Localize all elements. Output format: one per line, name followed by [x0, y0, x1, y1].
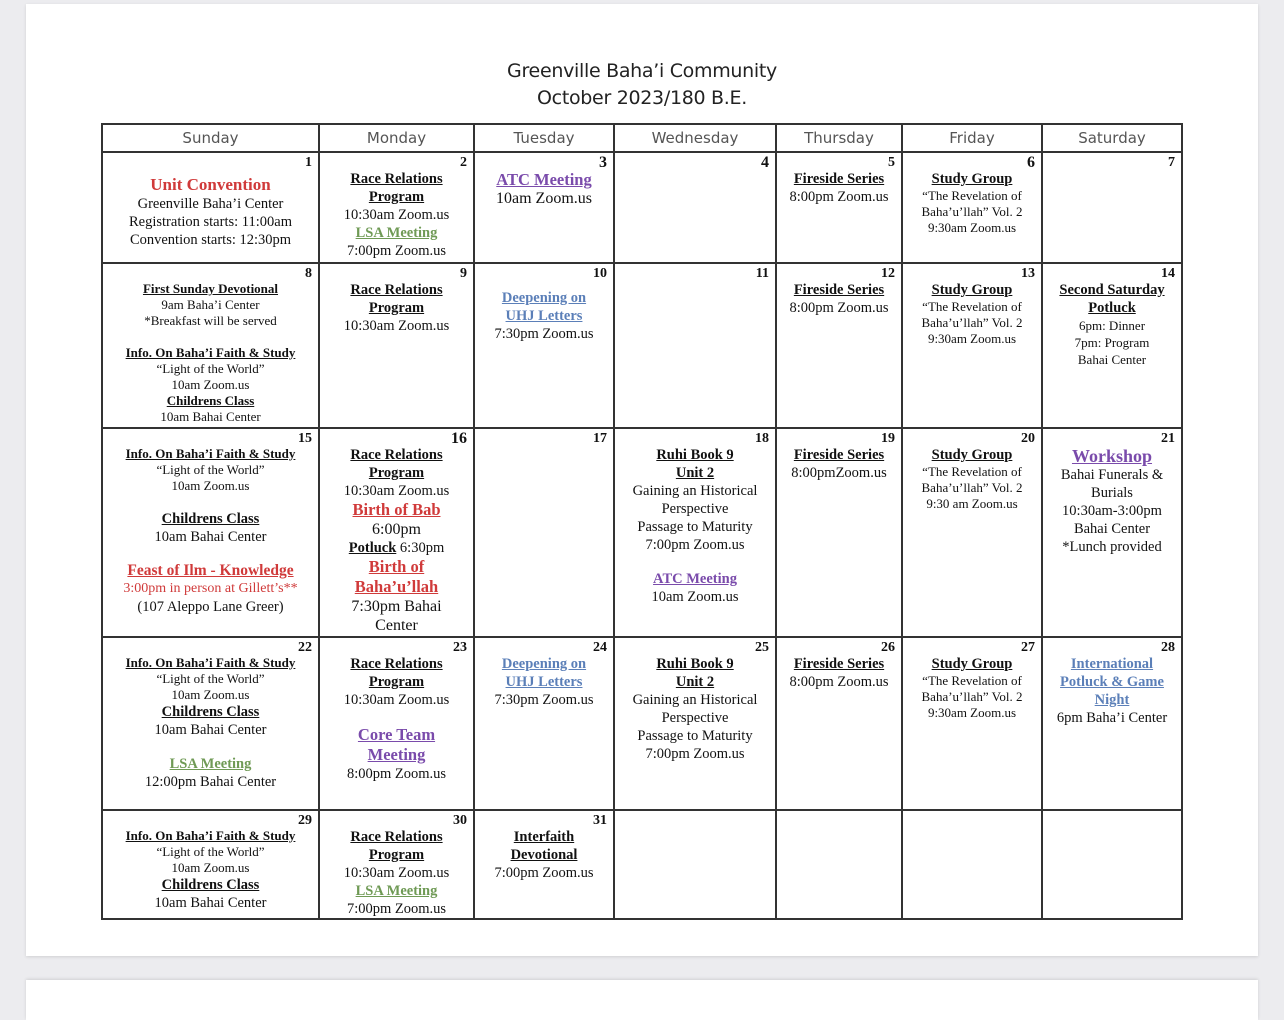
event-detail: “Light of the World”	[156, 361, 265, 376]
event-detail: 9:30am Zoom.us	[927, 220, 1017, 235]
event-detail: 10am Zoom.us	[171, 478, 250, 493]
day-number: 13	[1021, 266, 1035, 281]
event-title-lsa-meeting: LSA Meeting	[355, 883, 438, 899]
day-cell-13	[902, 263, 1042, 428]
event-detail: 10:30am Zoom.us	[343, 207, 450, 223]
day-cell-7	[1042, 152, 1182, 263]
event-title-cont: Meeting	[367, 745, 426, 764]
event-title-cont: Program	[368, 674, 425, 690]
day-cell-21	[1042, 428, 1182, 637]
day-cell-17	[474, 428, 614, 637]
event-title-cont: Unit 2	[675, 674, 715, 690]
day-number: 29	[298, 813, 312, 828]
event-title-cont: UHJ Letters	[505, 308, 583, 324]
day-number: 14	[1161, 266, 1175, 281]
event-title-deepening-uhj: Deepening on	[501, 290, 587, 306]
day-number: 21	[1161, 431, 1175, 446]
day-cell-31	[474, 810, 614, 919]
week-row-3	[102, 428, 1182, 637]
event-title-study-group: Study Group	[931, 447, 1013, 463]
day-number: 11	[755, 266, 769, 281]
event-detail: 10am Zoom.us	[651, 589, 739, 605]
event-title-childrens-class: Childrens Class	[161, 511, 260, 527]
day-cell-6	[902, 152, 1042, 263]
event-detail: Greenville Baha’i Center	[137, 196, 284, 212]
event-detail: Baha’u’llah” Vol. 2	[921, 315, 1023, 330]
event-detail: (107 Aleppo Lane Greer)	[137, 599, 284, 615]
weekday-monday: Monday	[319, 124, 474, 152]
day-number: 18	[755, 431, 769, 446]
event-title-cont: Potluck & Game	[1060, 674, 1164, 690]
event-title-unit-convention: Unit Convention	[150, 175, 271, 194]
event-detail: 10:30am Zoom.us	[343, 483, 450, 499]
event-title-international-potluck: International	[1070, 656, 1154, 672]
weekday-friday: Friday	[902, 124, 1042, 152]
event-title-race-relations: Race Relations	[350, 656, 443, 672]
weekday-saturday: Saturday	[1042, 124, 1182, 152]
event-title-lsa-meeting: LSA Meeting	[169, 756, 252, 772]
event-title-study-group: Study Group	[931, 282, 1013, 298]
event-detail: Convention starts: 12:30pm	[129, 232, 292, 248]
event-title-race-relations: Race Relations	[350, 171, 443, 187]
day-cell-4	[614, 152, 776, 263]
weekday-sunday: Sunday	[102, 124, 319, 152]
page-title: Greenville Baha’i Community	[507, 60, 777, 82]
weekday-header-row	[102, 124, 1182, 152]
event-detail: Baha’u’llah” Vol. 2	[921, 480, 1023, 495]
event-title-fireside-series: Fireside Series	[793, 171, 885, 187]
event-title-ruhi-book-9: Ruhi Book 9	[656, 447, 734, 463]
event-title-study-group: Study Group	[931, 171, 1013, 187]
day-cell-29	[102, 810, 319, 919]
day-number: 4	[761, 154, 769, 171]
event-detail: Baha’u’llah” Vol. 2	[921, 689, 1023, 704]
week-row-5	[102, 810, 1182, 919]
event-title-ruhi-book-9: Ruhi Book 9	[656, 656, 734, 672]
day-number: 8	[305, 266, 312, 281]
day-cell-12	[776, 263, 902, 428]
event-detail: “The Revelation of	[922, 464, 1022, 479]
day-number: 27	[1021, 640, 1035, 655]
event-detail: 9:30am Zoom.us	[927, 331, 1017, 346]
event-detail: 7:00pm Zoom.us	[494, 865, 594, 881]
event-detail: 12:00pm Bahai Center	[144, 774, 277, 790]
event-detail: “Light of the World”	[156, 671, 265, 686]
event-detail: Passage to Maturity	[637, 728, 753, 744]
event-detail: “The Revelation of	[922, 673, 1022, 688]
day-number: 6	[1027, 154, 1035, 171]
event-detail: “Light of the World”	[156, 844, 265, 859]
event-title-second-saturday-potluck: Second Saturday	[1059, 282, 1165, 298]
weekday-thursday: Thursday	[776, 124, 902, 152]
day-number: 1	[305, 155, 312, 170]
event-detail: 8:00pmZoom.us	[791, 465, 887, 481]
event-detail: 7:00pm Zoom.us	[346, 901, 447, 917]
calendar-header	[0, 58, 1284, 112]
day-number: 31	[593, 813, 607, 828]
event-title-workshop: Workshop	[1071, 446, 1153, 466]
event-detail: 8:00pm Zoom.us	[789, 189, 889, 205]
day-cell-2	[319, 152, 474, 263]
event-detail: Bahai Center	[1073, 521, 1151, 537]
event-title-cont: UHJ Letters	[505, 674, 583, 690]
day-cell-16	[319, 428, 474, 637]
event-title-childrens-class: Childrens Class	[161, 704, 260, 720]
event-detail: Perspective	[661, 501, 729, 517]
event-detail: 7:30pm Zoom.us	[494, 326, 594, 342]
empty-cell	[614, 810, 776, 919]
day-cell-24	[474, 637, 614, 810]
day-cell-8	[102, 263, 319, 428]
event-detail: 10am Zoom.us	[171, 687, 250, 702]
day-cell-23	[319, 637, 474, 810]
event-title-childrens-class: Childrens Class	[161, 877, 260, 893]
event-title-first-sunday-devotional: First Sunday Devotional	[142, 281, 279, 296]
day-number: 12	[881, 266, 895, 281]
event-title-race-relations: Race Relations	[350, 282, 443, 298]
day-cell-26	[776, 637, 902, 810]
event-detail: 7:00pm Zoom.us	[645, 746, 745, 762]
event-title-info-bahai-faith: Info. On Baha’i Faith & Study	[125, 345, 296, 360]
day-cell-5	[776, 152, 902, 263]
event-detail: 6pm Baha’i Center	[1056, 710, 1168, 726]
event-detail: Gaining an Historical	[632, 483, 758, 499]
event-detail: Center	[375, 617, 418, 634]
day-cell-9	[319, 263, 474, 428]
event-detail: Baha’u’llah” Vol. 2	[921, 204, 1023, 219]
day-number: 28	[1161, 640, 1175, 655]
event-detail: 8:00pm Zoom.us	[346, 766, 447, 782]
event-detail: 7:30pm Bahai	[351, 598, 442, 615]
event-detail: *Lunch provided	[1062, 539, 1162, 555]
week-row-1	[102, 152, 1182, 263]
event-detail: 3:00pm in person at Gillett’s**	[123, 581, 298, 596]
day-cell-20	[902, 428, 1042, 637]
event-title-race-relations: Race Relations	[350, 829, 443, 845]
event-detail: 10:30am Zoom.us	[343, 865, 450, 881]
day-cell-3	[474, 152, 614, 263]
day-number: 7	[1168, 155, 1175, 170]
event-title-fireside-series: Fireside Series	[793, 447, 885, 463]
day-cell-15	[102, 428, 319, 637]
event-detail: 9am Baha’i Center	[161, 297, 260, 312]
day-number: 10	[593, 266, 607, 281]
event-detail: Passage to Maturity	[637, 519, 753, 535]
day-cell-11	[614, 263, 776, 428]
event-detail: 10:30am Zoom.us	[343, 318, 450, 334]
day-number: 26	[881, 640, 895, 655]
event-title-cont: Potluck	[1088, 300, 1136, 316]
day-cell-1	[102, 152, 319, 263]
event-detail: 6:00pm	[372, 521, 421, 538]
event-title-lsa-meeting: LSA Meeting	[355, 225, 438, 241]
event-title-cont: Program	[368, 465, 425, 481]
event-detail: Burials	[1091, 485, 1133, 501]
day-number: 9	[460, 266, 467, 281]
event-detail: Perspective	[661, 710, 729, 726]
day-number: 23	[453, 640, 467, 655]
event-detail: 10:30am-3:00pm	[1062, 503, 1162, 519]
day-cell-14	[1042, 263, 1182, 428]
day-cell-25	[614, 637, 776, 810]
event-detail: 10am Zoom.us	[496, 190, 592, 207]
day-number: 2	[460, 155, 467, 170]
event-detail: 6pm: Dinner	[1078, 318, 1146, 333]
day-number: 24	[593, 640, 607, 655]
event-title-potluck: Potluck	[348, 540, 397, 556]
event-title-cont: Program	[368, 847, 425, 863]
event-detail: “The Revelation of	[922, 299, 1022, 314]
day-cell-27	[902, 637, 1042, 810]
day-number: 25	[755, 640, 769, 655]
event-detail: 10am Bahai Center	[160, 409, 261, 424]
event-detail: 10am Bahai Center	[154, 529, 267, 545]
weekday-wednesday: Wednesday	[614, 124, 776, 152]
weekday-tuesday: Tuesday	[474, 124, 614, 152]
event-detail: 7:00pm Zoom.us	[645, 537, 745, 553]
event-detail: 10am Zoom.us	[171, 860, 250, 875]
event-title-birth-of-bab: Birth of Bab	[352, 500, 441, 519]
event-title-cont: Night	[1094, 692, 1130, 708]
event-title-atc-meeting: ATC Meeting	[653, 571, 737, 587]
day-number: 20	[1021, 431, 1035, 446]
event-detail: 10am Zoom.us	[171, 377, 250, 392]
event-detail: 6:30pm	[396, 540, 445, 556]
day-cell-19	[776, 428, 902, 637]
event-title-fireside-series: Fireside Series	[793, 656, 885, 672]
event-detail: 7:00pm Zoom.us	[346, 243, 447, 259]
event-detail: 10:30am Zoom.us	[343, 692, 450, 708]
event-detail: “The Revelation of	[922, 188, 1022, 203]
event-title-cont: Unit 2	[675, 465, 715, 481]
event-detail: Gaining an Historical	[632, 692, 758, 708]
event-detail: “Light of the World”	[156, 462, 265, 477]
day-number: 5	[888, 155, 895, 170]
event-detail: *Breakfast will be served	[144, 313, 277, 328]
event-detail: 7:30pm Zoom.us	[494, 692, 594, 708]
event-detail: 10am Bahai Center	[154, 895, 267, 911]
event-title-childrens-class: Childrens Class	[166, 393, 255, 408]
empty-cell	[1042, 810, 1182, 919]
page-subtitle: October 2023/180 B.E.	[537, 87, 747, 109]
event-title-atc-meeting: ATC Meeting	[496, 170, 592, 189]
event-detail: 9:30am Zoom.us	[927, 705, 1017, 720]
event-title-info-bahai-faith: Info. On Baha’i Faith & Study	[125, 446, 296, 461]
event-title-cont: Devotional	[510, 847, 578, 863]
day-cell-18	[614, 428, 776, 637]
event-title-deepening-uhj: Deepening on	[501, 656, 587, 672]
day-number: 19	[881, 431, 895, 446]
event-detail: 8:00pm Zoom.us	[789, 300, 889, 316]
day-number: 17	[593, 431, 607, 446]
event-title-info-bahai-faith: Info. On Baha’i Faith & Study	[125, 828, 296, 843]
event-title-birth-of-bahaullah: Birth of	[368, 557, 425, 576]
event-detail: Bahai Funerals &	[1060, 467, 1164, 483]
event-title-race-relations: Race Relations	[350, 447, 443, 463]
event-title-cont: Baha’u’llah	[354, 577, 439, 596]
day-number: 16	[451, 430, 467, 447]
day-cell-22	[102, 637, 319, 810]
event-title-study-group: Study Group	[931, 656, 1013, 672]
event-title-core-team-meeting: Core Team	[357, 725, 436, 744]
event-title-feast-of-ilm: Feast of Ilm - Knowledge	[127, 562, 294, 579]
event-detail: 8:00pm Zoom.us	[789, 674, 889, 690]
day-number: 15	[298, 431, 312, 446]
day-cell-10	[474, 263, 614, 428]
next-document-page	[26, 980, 1258, 1020]
day-cell-28	[1042, 637, 1182, 810]
event-detail: Registration starts: 11:00am	[129, 214, 292, 230]
event-detail: 9:30 am Zoom.us	[926, 496, 1018, 511]
event-detail: 10am Bahai Center	[154, 722, 267, 738]
calendar-grid	[101, 123, 1183, 920]
day-cell-30	[319, 810, 474, 919]
week-row-4	[102, 637, 1182, 810]
event-detail: 7pm: Program	[1074, 335, 1150, 350]
week-row-2	[102, 263, 1182, 428]
day-number: 30	[453, 813, 467, 828]
event-detail: Bahai Center	[1077, 352, 1147, 367]
event-title-cont: Program	[368, 300, 425, 316]
empty-cell	[902, 810, 1042, 919]
event-title-cont: Program	[368, 189, 425, 205]
empty-cell	[776, 810, 902, 919]
day-number: 22	[298, 640, 312, 655]
event-title-interfaith-devotional: Interfaith	[513, 829, 575, 845]
event-title-info-bahai-faith: Info. On Baha’i Faith & Study	[125, 655, 296, 670]
day-number: 3	[599, 154, 607, 171]
event-title-fireside-series: Fireside Series	[793, 282, 885, 298]
